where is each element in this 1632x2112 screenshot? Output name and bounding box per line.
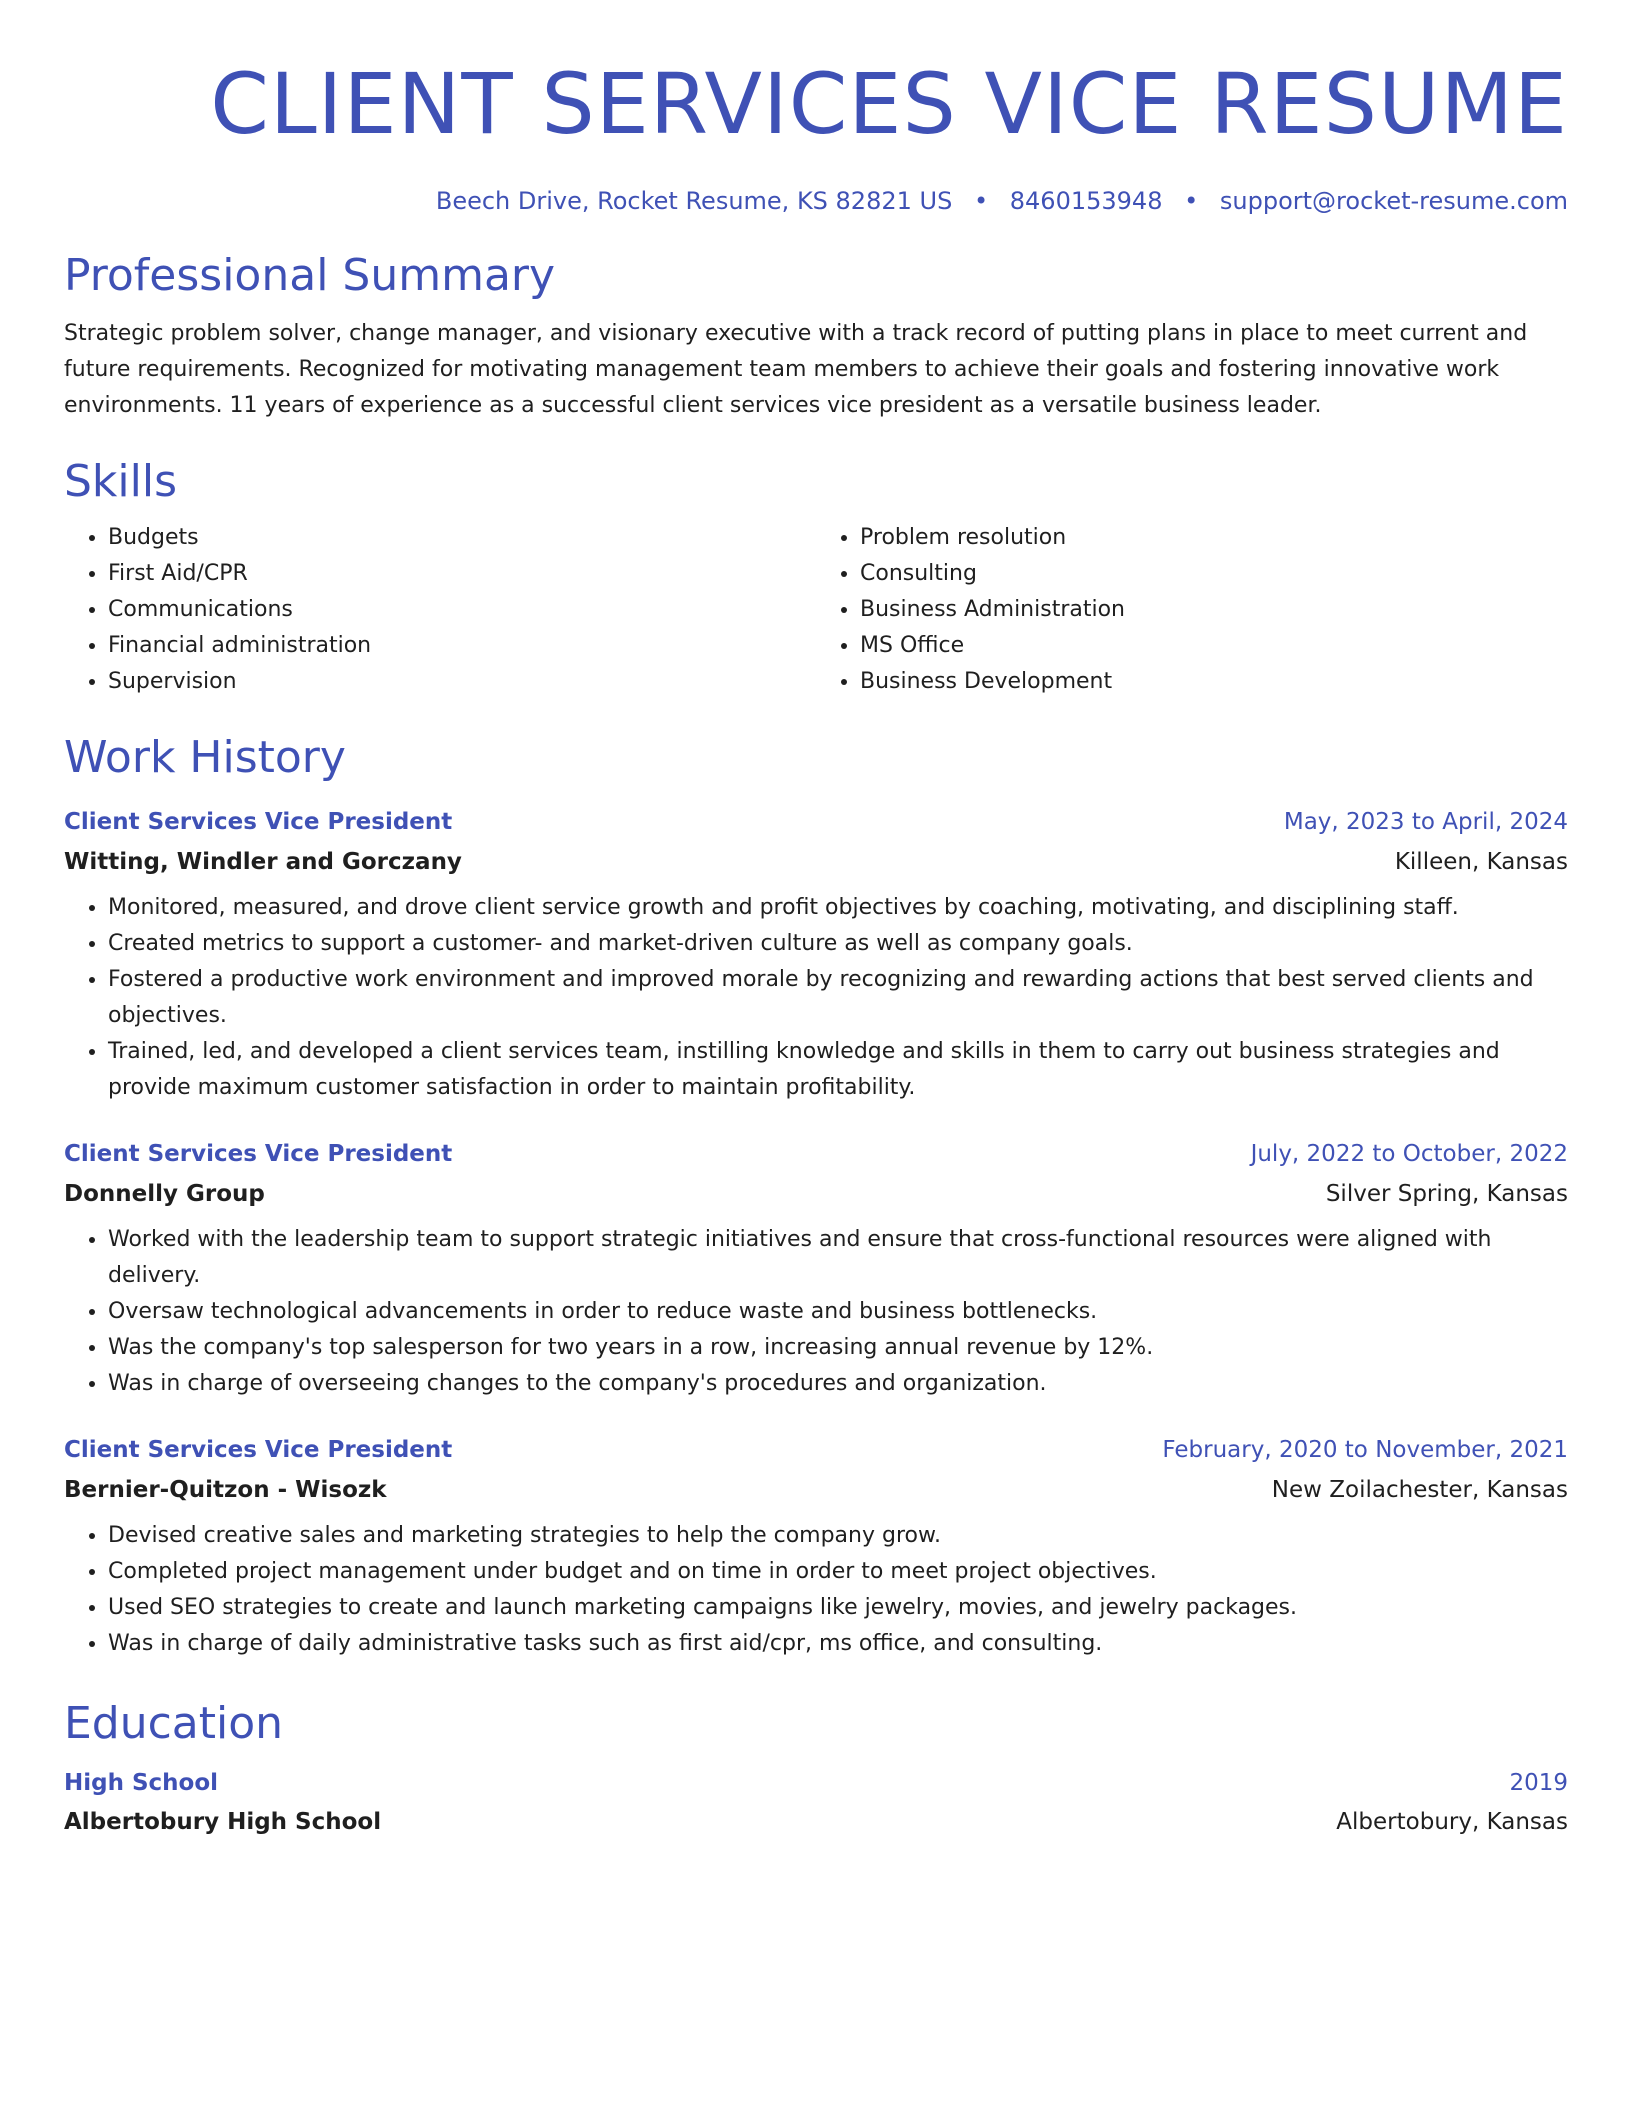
job-company: Donnelly Group xyxy=(64,1181,265,1207)
education-school: Albertobury High School xyxy=(64,1809,382,1835)
education-header-row xyxy=(64,1766,1568,1800)
job-bullet: • Was in charge of daily administrative tasks such as first aid/cpr, ms office, and consulting. xyxy=(108,1626,1568,1662)
skill-item: • MS Office xyxy=(860,628,1568,664)
job-bullet: • Created metrics to support a customer- and market-driven culture as well as company goals. xyxy=(108,926,1568,962)
job-header-row xyxy=(64,1136,1568,1172)
contact-separator: • xyxy=(1184,187,1199,215)
skill-item: • Supervision xyxy=(108,664,816,700)
job-company-row xyxy=(64,1172,1568,1212)
summary-text: Strategic problem solver, change manager, and visionary executive with a track record of putting plans in place to meet current and future requirements. Recognized for motivating management team members to achieve their goals and fostering innovative work environments. 11 years of experience as a successful client services vice president as a versatile business leader. xyxy=(64,321,1528,418)
job-dates: February, 2020 to November, 2021 xyxy=(1162,1437,1568,1463)
skill-item: • Problem resolution xyxy=(860,520,1568,556)
resume-title: CLIENT SERVICES VICE RESUME xyxy=(210,55,1568,153)
job-bullet: • Trained, led, and developed a client services team, instilling knowledge and skills in them to carry out business strategies and provide maximum customer satisfaction in order to maintain profitability. xyxy=(108,1034,1568,1106)
job-header-row xyxy=(64,1432,1568,1468)
work-history-heading: Work History xyxy=(64,732,346,783)
contact-phone: 8460153948 xyxy=(1009,187,1163,215)
job-company-row xyxy=(64,840,1568,880)
job-dates: May, 2023 to April, 2024 xyxy=(1283,809,1568,835)
education-degree: High School xyxy=(64,1770,219,1796)
education-year: 2019 xyxy=(1509,1770,1568,1796)
job-location: Killeen, Kansas xyxy=(1394,849,1568,875)
job-bullets xyxy=(64,1222,1568,1402)
contact-email: support@rocket-resume.com xyxy=(1219,187,1568,215)
job-bullet: • Fostered a productive work environment and improved morale by recognizing and rewarding actions that best served clients and objectives. xyxy=(108,962,1568,1034)
job-bullet: • Used SEO strategies to create and launch marketing campaigns like jewelry, movies, and jewelry packages. xyxy=(108,1590,1568,1626)
job-entry xyxy=(64,1432,1568,1662)
job-bullet: • Was in charge of overseeing changes to the company's procedures and organization. xyxy=(108,1366,1568,1402)
job-dates: July, 2022 to October, 2022 xyxy=(1250,1141,1568,1167)
job-bullets xyxy=(64,1518,1568,1662)
education-entry xyxy=(64,1766,1568,1840)
contact-line xyxy=(64,184,1568,218)
job-bullets xyxy=(64,890,1568,1106)
job-bullet: • Completed project management under budget and on time in order to meet project objectives. xyxy=(108,1554,1568,1590)
skills-list xyxy=(64,520,1568,700)
job-company: Witting, Windler and Gorczany xyxy=(64,849,462,875)
skill-item: • Consulting xyxy=(860,556,1568,592)
job-bullet: • Devised creative sales and marketing strategies to help the company grow. xyxy=(108,1518,1568,1554)
contact-address: Beech Drive, Rocket Resume, KS 82821 US xyxy=(435,187,953,215)
job-entry xyxy=(64,1136,1568,1402)
job-location: New Zoilachester, Kansas xyxy=(1271,1477,1568,1503)
education-school-row xyxy=(64,1800,1568,1840)
skills-heading: Skills xyxy=(64,456,178,507)
job-title: Client Services Vice President xyxy=(64,809,453,835)
education-location: Albertobury, Kansas xyxy=(1336,1809,1568,1835)
summary-heading: Professional Summary xyxy=(64,250,556,301)
education-heading: Education xyxy=(64,1698,284,1749)
skill-item: • Business Development xyxy=(860,664,1568,700)
skills-column-right xyxy=(816,520,1568,700)
skill-item: • Business Administration xyxy=(860,592,1568,628)
skills-column-left xyxy=(64,520,816,700)
job-company: Bernier-Quitzon - Wisozk xyxy=(64,1477,387,1503)
job-title: Client Services Vice President xyxy=(64,1141,453,1167)
job-bullet: • Monitored, measured, and drove client service growth and profit objectives by coaching, motivating, and disciplining staff. xyxy=(108,890,1568,926)
skill-item: • First Aid/CPR xyxy=(108,556,816,592)
skill-item: • Budgets xyxy=(108,520,816,556)
job-entry xyxy=(64,804,1568,1106)
contact-separator: • xyxy=(973,187,989,215)
job-bullet: • Worked with the leadership team to support strategic initiatives and ensure that cross-functional resources were aligned with delivery. xyxy=(108,1222,1568,1294)
job-bullet: • Was the company's top salesperson for two years in a row, increasing annual revenue by 12%. xyxy=(108,1330,1568,1366)
skill-item: • Communications xyxy=(108,592,816,628)
skill-item: • Financial administration xyxy=(108,628,816,664)
job-company-row xyxy=(64,1468,1568,1508)
job-location: Silver Spring, Kansas xyxy=(1325,1181,1568,1207)
job-title: Client Services Vice President xyxy=(64,1437,453,1463)
resume-page xyxy=(64,50,1568,1840)
job-header-row xyxy=(64,804,1568,840)
job-bullet: • Oversaw technological advancements in order to reduce waste and business bottlenecks. xyxy=(108,1294,1568,1330)
